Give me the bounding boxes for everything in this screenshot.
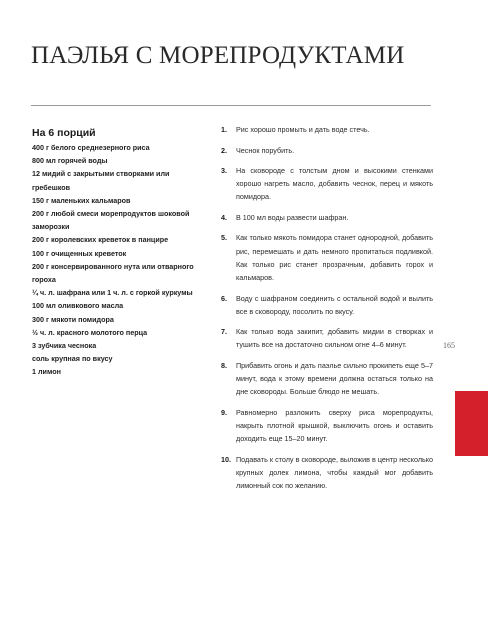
step-item: [221, 211, 433, 224]
step-item: [221, 144, 433, 157]
page-title: ПАЭЛЬЯ С МОРЕПРОДУКТАМИ: [31, 42, 405, 69]
ingredient-item: 150 г маленьких кальмаров: [32, 195, 131, 205]
page-number: 165: [443, 341, 455, 350]
portions-heading: На 6 порций: [32, 127, 96, 139]
ingredient-item: 12 мидий с закрытыми створками или: [32, 169, 170, 179]
ingredients-list: [32, 141, 214, 379]
ingredient-item: ¼ ч. л. шафрана или 1 ч. л. с горкой куркумы: [32, 288, 193, 298]
ingredient-item: 1 лимон: [32, 367, 61, 377]
ingredient-item: заморозки: [32, 222, 70, 232]
step-number: 8.: [221, 360, 227, 370]
ingredient-item: 100 мл оливкового масла: [32, 301, 124, 311]
ingredient-item: ½ ч. л. красного молотого перца: [32, 327, 148, 337]
step-item: [221, 359, 433, 399]
ingredient-item: соль крупная по вкусу: [32, 354, 113, 364]
step-text: Прибавить огонь и дать паэлье сильно прокипеть еще 5–7 минут, вода к этому времени должна остаться только на дне сковороды. Больше блюдо не мешать.: [236, 360, 433, 397]
step-item: [221, 164, 433, 204]
step-number: 10.: [221, 454, 231, 464]
step-number: 7.: [221, 327, 227, 337]
step-text: Воду с шафраном соединить с остальной водой и вылить все в сковороду, посолить по вкусу.: [236, 293, 433, 316]
step-text: Как только мякоть помидора станет однородной, добавить рис, перемешать и дать немного пропитаться подливкой. Как только рис станет прозрачным, добавить горох и кальмаров.: [236, 233, 433, 283]
ingredient-item: 200 г королевских креветок в панцире: [32, 235, 169, 245]
step-number: 2.: [221, 145, 227, 155]
step-number: 3.: [221, 166, 227, 175]
step-number: 4.: [221, 212, 227, 222]
step-text: Подавать к столу в сковороде, выложив в центр несколько крупных долек лимона, чтобы каждый мог добавить лимонный сок по желанию.: [236, 454, 433, 491]
ingredient-item: 300 г мякоти помидора: [32, 314, 114, 324]
ingredient-item: 100 г очищенных креветок: [32, 248, 127, 258]
step-number: 9.: [221, 407, 227, 417]
ingredient-item: 800 мл горячей воды: [32, 156, 108, 166]
step-text: На сковороде с толстым дном и высокими стенками хорошо нагреть масло, добавить чеснок, перец и мякоть помидора.: [236, 166, 433, 202]
step-item: [221, 123, 433, 136]
ingredient-item: гороха: [32, 275, 56, 285]
step-text: Равномерно разложить сверху риса морепродукты, накрыть плотной крышкой, выключить огонь и оставить доходить еще 15–20 минут.: [236, 407, 433, 444]
ingredient-item: 200 г любой смеси морепродуктов шоковой: [32, 209, 190, 219]
ingredient-item: 200 г консервированного нута или отварного: [32, 261, 194, 271]
steps-list: [221, 123, 433, 500]
step-text: В 100 мл воды развести шафран.: [236, 212, 349, 222]
step-number: 5.: [221, 233, 227, 243]
step-item: [221, 231, 433, 284]
section-tab-marker: [455, 391, 488, 456]
step-item: [221, 325, 433, 351]
step-number: 1.: [221, 125, 227, 134]
step-text: Чеснок порубить.: [236, 145, 295, 155]
ingredient-item: 400 г белого среднезерного риса: [32, 143, 150, 152]
step-item: [221, 453, 433, 493]
step-text: Рис хорошо промыть и дать воде стечь.: [236, 125, 370, 134]
ingredients-panel: [32, 127, 214, 379]
step-item: [221, 292, 433, 318]
step-text: Как только вода закипит, добавить мидии в створках и тушить все на достаточно сильном огне 4–6 минут.: [236, 327, 433, 350]
ingredient-item: 3 зубчика чеснока: [32, 341, 97, 351]
step-number: 6.: [221, 293, 227, 303]
ingredient-item: гребешков: [32, 182, 71, 192]
title-divider: [31, 105, 431, 106]
step-item: [221, 406, 433, 446]
